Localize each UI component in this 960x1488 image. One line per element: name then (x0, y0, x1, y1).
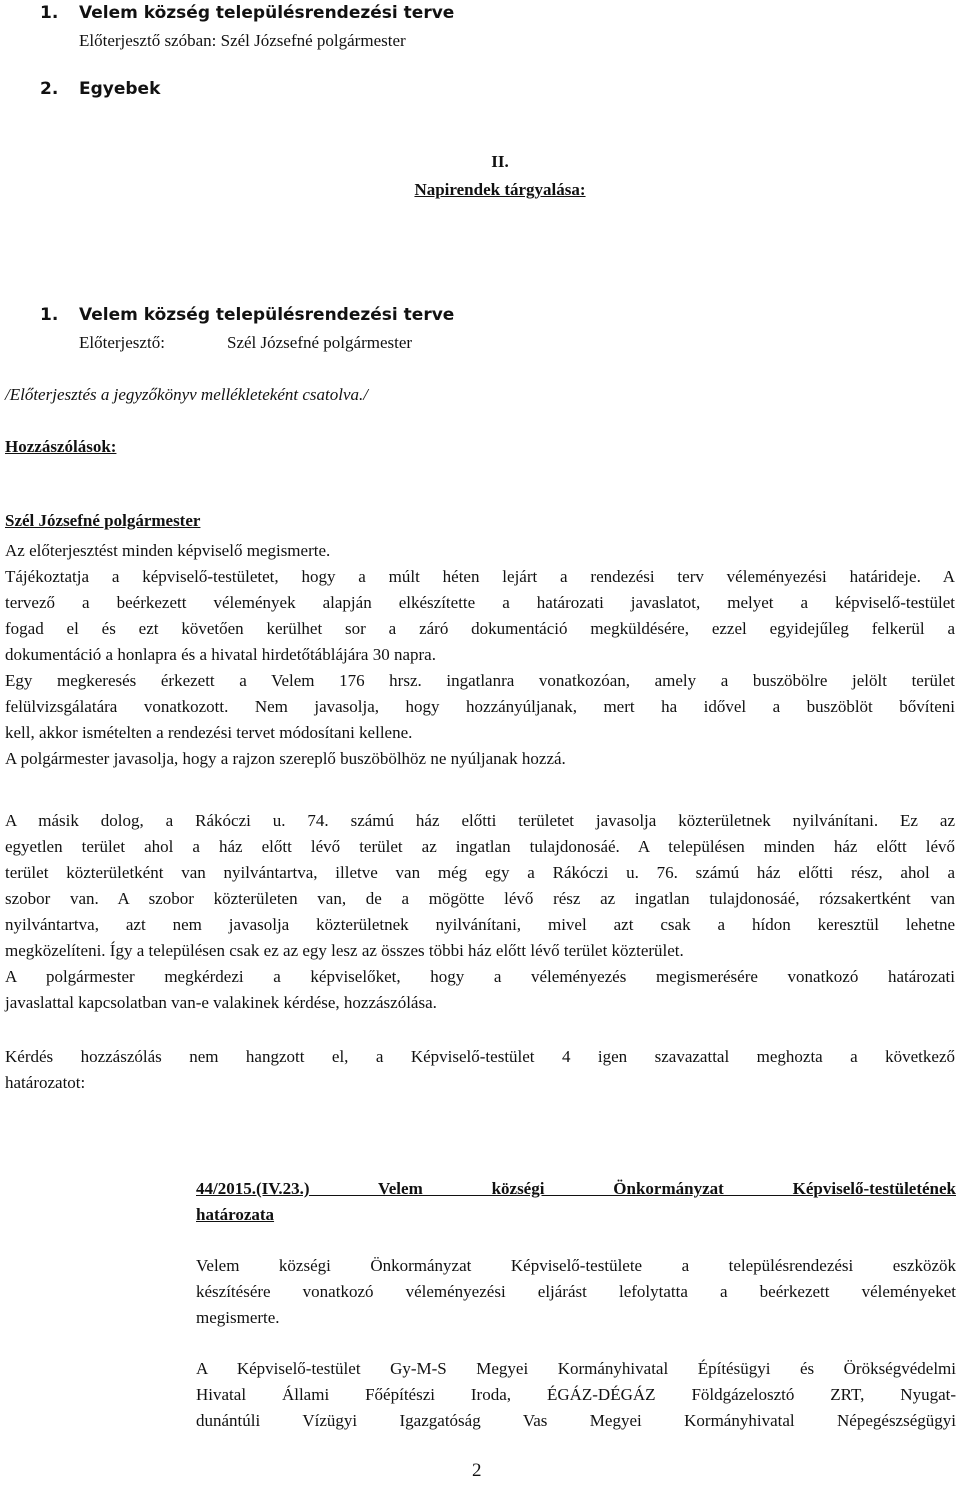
comment-line: nyilvántartva, azt nem javasolja közterületnek nyilvánítani, mivel azt csak a hídon keresztül lehetne (5, 915, 955, 934)
comment-line: A polgármester javasolja, hogy a rajzon szereplő buszöbölhöz ne nyúljanak hozzá. (5, 749, 566, 768)
vote-line: Kérdés hozzászólás nem hangzott el, a Képviselő-testület 4 igen szavazattal meghozta a következő (5, 1047, 955, 1066)
point-1-number: 1. (40, 305, 59, 325)
comments-block-2 (5, 808, 955, 1016)
resolution-title-line: 44/2015.(IV.23.) Velem községi Önkormányzat Képviselő-testületének (196, 1179, 956, 1198)
comment-line: megközelíteni. Így a településen csak ez az egy lesz az összes többi ház előtt lévő terület közterület. (5, 941, 684, 960)
comment-line: fogad el és ezt követően kerülhet sor a záró dokumentáció megküldésére, ezzel egyidejűleg felkerül a (5, 619, 955, 638)
comment-line: Tájékoztatja a képviselő-testületet, hogy a múlt héten lejárt a rendezési terv véleményezési határideje. A (5, 567, 955, 586)
attachment-note: /Előterjesztés a jegyzőkönyv mellékleteként csatolva./ (5, 385, 369, 404)
comments-block-1 (5, 538, 955, 772)
comment-line: javaslattal kapcsolatban van-e valakinek kérdése, hozzászólása. (5, 993, 437, 1012)
page-number: 2 (472, 1460, 482, 1481)
comment-line: felülvizsgálatára vonatkozott. Nem javasolja, hogy hozzányúljanak, mert ha idővel a buszöblöt bővíteni (5, 697, 955, 716)
comment-line: A polgármester megkérdezi a képviselőket, hogy a véleményezés megismerésére vonatkozó határozati (5, 967, 955, 986)
agenda-item-2-number: 2. (40, 79, 59, 99)
agenda-item-1-title: Velem község településrendezési terve (79, 3, 455, 23)
vote-statement (5, 1044, 955, 1096)
resolution-line: Hivatal Állami Főépítészi Iroda, ÉGÁZ-DÉGÁZ Földgázelosztó ZRT, Nyugat- (196, 1385, 956, 1404)
vote-line: határozatot: (5, 1073, 86, 1092)
comment-line: A másik dolog, a Rákóczi u. 74. számú ház előtti területet javasolja közterületnek nyilvánítani. Ez az (5, 811, 955, 830)
agenda-item-1-number: 1. (40, 3, 59, 23)
comment-line: Egy megkeresés érkezett a Velem 176 hrsz. ingatlanra vonatkozóan, amely a buszöbölre jelölt terület (5, 671, 955, 690)
resolution-title (196, 1176, 956, 1228)
comments-heading: Hozzászólások: (5, 437, 117, 456)
resolution-line: A Képviselő-testület Gy-M-S Megyei Kormányhivatal Építésügyi és Örökségvédelmi (196, 1359, 956, 1378)
resolution-paragraph-2 (196, 1356, 956, 1434)
resolution-title-line: határozata (196, 1205, 275, 1224)
section-heading: Napirendek tárgyalása: (414, 180, 586, 199)
resolution-line: Velem községi Önkormányzat Képviselő-testülete a településrendezési eszközök (196, 1256, 956, 1275)
point-1-presenter-label: Előterjesztő: (79, 333, 165, 352)
comment-line: Az előterjesztést minden képviselő megismerte. (5, 541, 331, 560)
comment-line: tervező a beérkezett vélemények alapján elkészítette a határozati javaslatot, melyet a képviselő-testület (5, 593, 955, 612)
comment-line: dokumentáció a honlapra és a hivatal hirdetőtáblájára 30 napra. (5, 645, 436, 664)
comment-line: kell, akkor ismételten a rendezési tervet módosítani kellene. (5, 723, 413, 742)
comment-line: egyetlen terület ahol a ház előtt lévő terület az ingatlan tulajdonosáé. A településen minden ház előtt lévő (5, 837, 955, 856)
comment-line: terület közterületként van nyilvántartva, illetve van még egy a Rákóczi u. 76. számú ház előtti rész, ahol a (5, 863, 955, 882)
speaker-name: Szél Józsefné polgármester (5, 511, 201, 530)
resolution-line: megismerte. (196, 1308, 280, 1327)
comment-line: szobor van. A szobor közterületen van, de a mögötte lévő rész az ingatlan tulajdonosáé, rózsakertként van (5, 889, 955, 908)
section-roman-numeral: II. (491, 152, 509, 171)
point-1-presenter-name: Szél Józsefné polgármester (227, 333, 413, 352)
point-1-title: Velem község településrendezési terve (79, 305, 455, 325)
agenda-item-1-presenter: Előterjesztő szóban: Szél Józsefné polgármester (79, 31, 406, 50)
resolution-line: készítésére vonatkozó véleményezési eljárást lefolytatta a beérkezett véleményeket (196, 1282, 956, 1301)
resolution-line: dunántúli Vízügyi Igazgatóság Vas Megyei Kormányhivatal Népegészségügyi (196, 1411, 956, 1430)
resolution-paragraph-1 (196, 1253, 956, 1331)
agenda-item-2-title: Egyebek (79, 79, 161, 99)
